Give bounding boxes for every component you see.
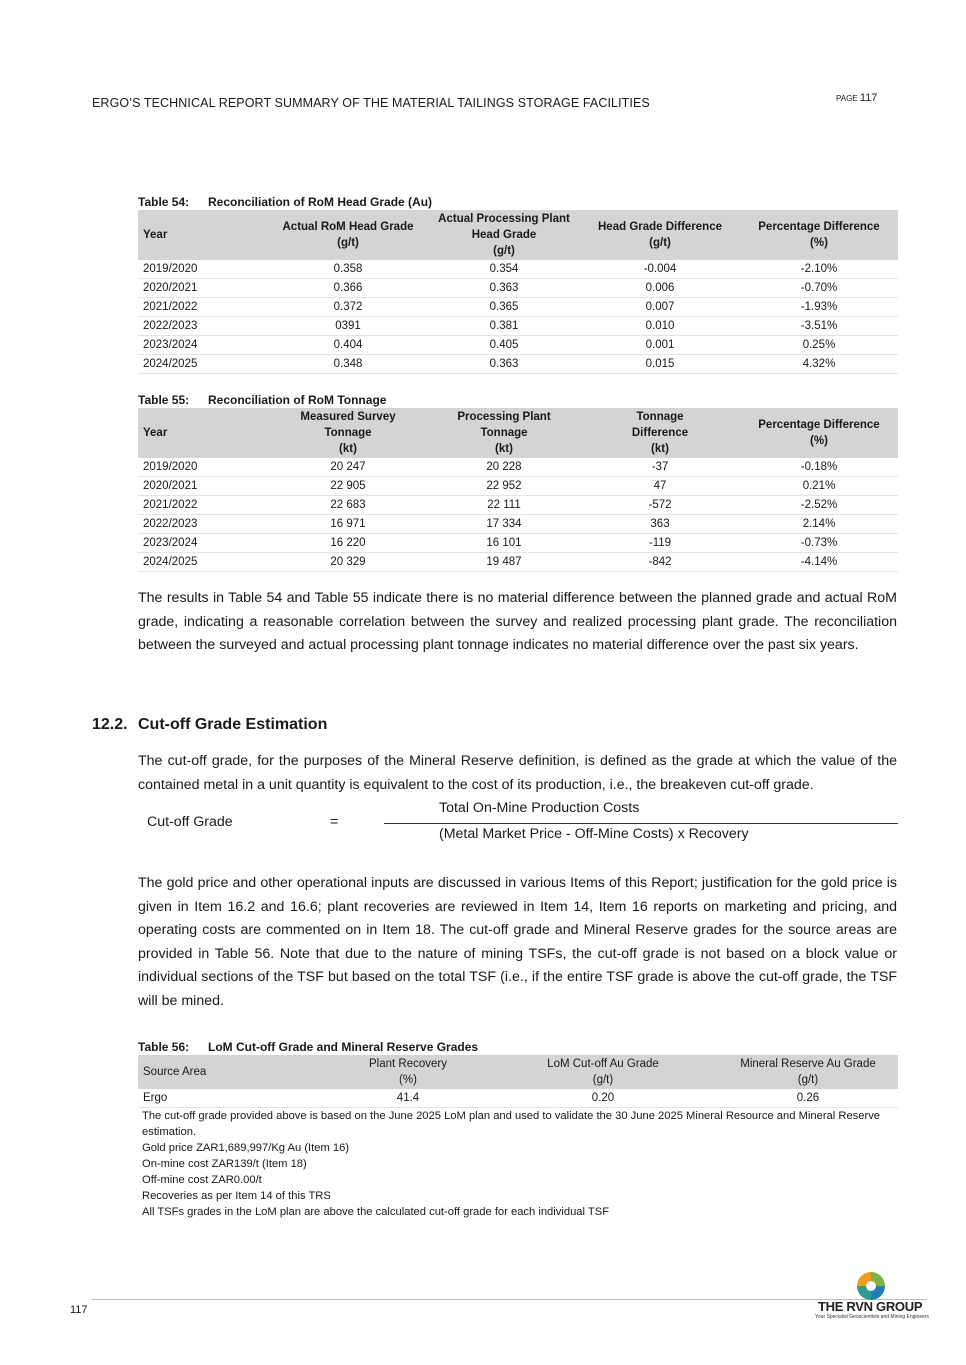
table54-header-pct-diff: Percentage Difference (%) (740, 210, 898, 260)
equation-denominator: (Metal Market Price ‐ Off-Mine Costs) x Recovery (439, 826, 749, 842)
table54-title: Reconciliation of RoM Head Grade (Au) (208, 195, 433, 209)
cutoff-definition-paragraph: The cut-off grade, for the purposes of the Mineral Reserve definition, is defined as the grade at which the value of the contained metal in a unit quantity is equivalent to the cost of its production, i.e., the breakeven cut-off grade. (138, 753, 897, 793)
table-row: 2019/2020 20 247 20 228 -37 -0.18% (138, 458, 898, 477)
table55-header-pct-diff: Percentage Difference (%) (740, 408, 898, 458)
note-item: All TSFs grades in the LoM plan are above the calculated cut-off grade for each individual TSF (142, 1206, 610, 1218)
note-item: Recoveries as per Item 14 of this TRS (142, 1190, 331, 1202)
note-item: The cut-off grade provided above is based on the June 2025 LoM plan and used to validate the 30 June 2025 Mineral Resource and Mineral Reserve estimation. (142, 1110, 881, 1138)
table55-caption (138, 393, 386, 407)
table56-caption (138, 1040, 478, 1054)
table-row: 2020/2021 0.366 0.363 0.006 -0.70% (138, 279, 898, 298)
note-item: Off-mine cost ZAR0.00/t (142, 1174, 262, 1186)
rvn-logo-tagline: Your Specialist Geoscientists and Mining Engineers (815, 1314, 930, 1320)
table56-notes (142, 1108, 892, 1220)
table56-header-reserve-grade: Mineral Reserve Au Grade (g/t) (718, 1055, 898, 1089)
table54-header-actual-rom: Actual RoM Head Grade (g/t) (268, 210, 428, 260)
table55-header-survey-tonnage: Measured Survey Tonnage (kt) (268, 408, 428, 458)
table-row: Ergo 41.4 0.20 0.26 (138, 1089, 898, 1108)
table-row: 2022/2023 0391 0.381 0.010 -3.51% (138, 317, 898, 336)
table55-header-plant-tonnage: Processing Plant Tonnage (kt) (428, 408, 580, 458)
table56-header-plant-recovery: Plant Recovery (%) (328, 1055, 488, 1089)
table56-header-source-area: Source Area (138, 1055, 328, 1089)
page-number: 117 (859, 92, 878, 104)
results-paragraph: The results in Table 54 and Table 55 indicate there is no material difference between the planned grade and actual RoM grade, indicating a reasonable correlation between the survey and realized processing plant grade. The reconciliation between the surveyed and actual processing plant tonnage indicates no material difference over the past six years. (138, 590, 897, 653)
rvn-logo-icon (856, 1271, 886, 1301)
footer-page-number: 117 (70, 1304, 88, 1316)
footer-divider (92, 1299, 927, 1300)
table54-label: Table 54: (138, 195, 190, 209)
table56-title: LoM Cut-off Grade and Mineral Reserve Grades (208, 1040, 479, 1054)
equation-numerator: Total On-Mine Production Costs (439, 800, 640, 816)
table-row: 2019/2020 0.358 0.354 -0.004 -2.10% (138, 260, 898, 279)
page-prefix: PAGE (836, 94, 858, 103)
table-row: 2021/2022 0.372 0.365 0.007 -1.93% (138, 298, 898, 317)
section-title: Cut-off Grade Estimation (138, 716, 328, 733)
equation-lhs: Cut-off Grade (147, 814, 233, 830)
gold-price-paragraph: The gold price and other operational inputs are discussed in various Items of this Report; justification for the gold price is given in Item 16.2 and 16.6; plant recoveries are reviewed in Item 14, Item 16 reports on marketing and pricing, and operating costs are commented on in Item 18. The cut-off grade and Mineral Reserve grades for the source areas are provided in Table 56. Note that due to the nature of mining TSFs, the cut-off grade is not based on a block value or individual sections of the TSF but based on the total TSF (i.e., if the entire TSF grade is above the cut-off grade, the TSF will be mined. (138, 875, 897, 1009)
table55-header-year: Year (138, 408, 268, 458)
report-header-title: ERGO’S TECHNICAL REPORT SUMMARY OF THE MATERIAL TAILINGS STORAGE FACILITIES (92, 96, 650, 110)
table-row: 2024/2025 20 329 19 487 -842 -4.14% (138, 553, 898, 572)
table56 (138, 1055, 898, 1108)
table-row: 2020/2021 22 905 22 952 47 0.21% (138, 477, 898, 496)
table-row: 2022/2023 16 971 17 334 363 2.14% (138, 515, 898, 534)
table55-title: Reconciliation of RoM Tonnage (208, 393, 387, 407)
equation-equals: = (330, 814, 339, 830)
table56-label: Table 56: (138, 1040, 190, 1054)
table-row: 2023/2024 0.404 0.405 0.001 0.25% (138, 336, 898, 355)
table56-header-cutoff-grade: LoM Cut-off Au Grade (g/t) (488, 1055, 718, 1089)
note-item: Gold price ZAR1,689,997/Kg Au (Item 16) (142, 1142, 350, 1154)
fraction-bar (384, 823, 898, 824)
section-heading (92, 716, 327, 734)
table54 (138, 210, 898, 374)
table54-header-grade-diff: Head Grade Difference (g/t) (580, 210, 740, 260)
page-label (836, 92, 877, 104)
table55-label: Table 55: (138, 393, 190, 407)
table54-header-year: Year (138, 210, 268, 260)
table-row: 2024/2025 0.348 0.363 0.015 4.32% (138, 355, 898, 374)
table55-header-tonnage-diff: Tonnage Difference (kt) (580, 408, 740, 458)
section-number: 12.2. (92, 716, 128, 733)
note-item: On-mine cost ZAR139/t (Item 18) (142, 1158, 307, 1170)
table-row: 2023/2024 16 220 16 101 -119 -0.73% (138, 534, 898, 553)
table54-caption (138, 195, 432, 209)
table55 (138, 408, 898, 572)
table-row: 2021/2022 22 683 22 111 -572 -2.52% (138, 496, 898, 515)
table54-header-plant-grade: Actual Processing Plant Head Grade (g/t) (428, 210, 580, 260)
rvn-logo-text: THE RVN GROUP (818, 1299, 923, 1314)
